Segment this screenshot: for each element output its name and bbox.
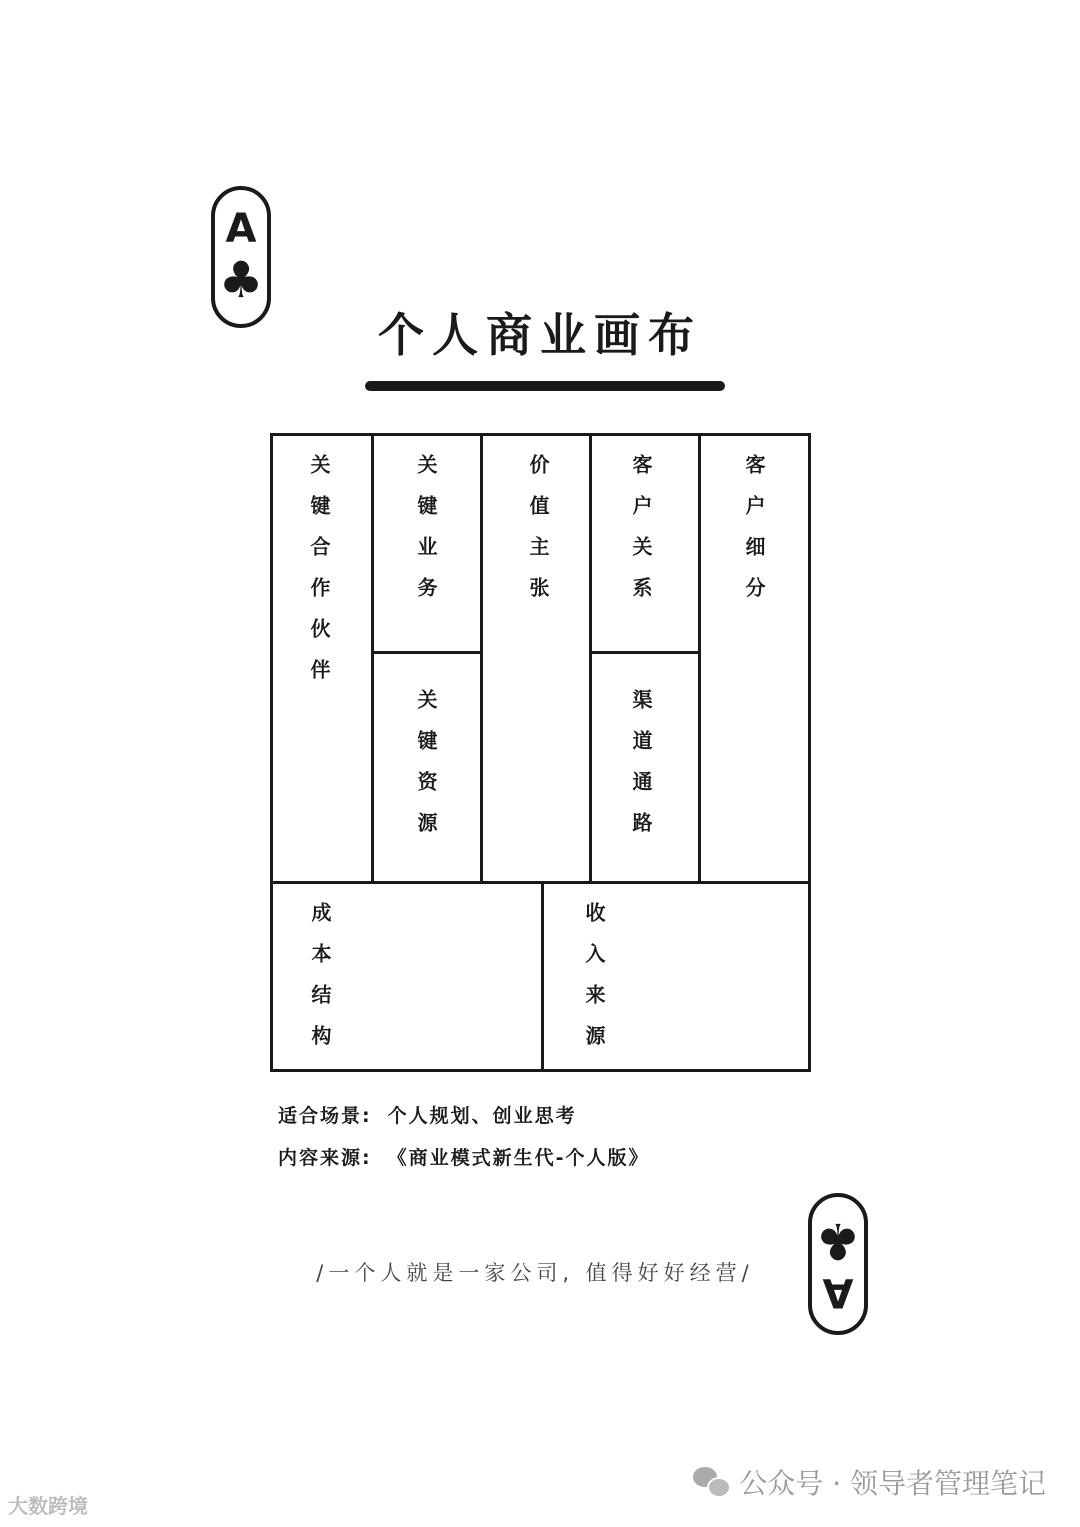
business-canvas [270,433,811,1072]
wechat-icon [693,1467,729,1497]
divider [371,436,374,881]
divider [589,436,592,881]
source-line [278,1143,650,1170]
card-badge-bottom [808,1193,868,1335]
watermark-wechat [693,1462,1046,1502]
block-revenue-streams: 收入来源 [582,902,606,1066]
scenario-label: 适合场景: [278,1105,372,1127]
block-customer-segments: 客户细分 [742,454,766,618]
divider [374,651,480,654]
scenario-line [278,1101,577,1128]
card-letter: A [822,1269,854,1315]
block-cost-structure: 成本结构 [308,902,332,1066]
block-customer-relationships: 客户关系 [629,454,653,618]
source-label: 内容来源: [278,1147,372,1169]
block-channels: 渠道通路 [629,689,653,853]
card-badge-top [211,186,271,328]
block-value-proposition: 价值主张 [526,454,550,618]
divider [480,436,483,881]
page-title: 个人商业画布 [378,308,702,362]
divider [592,651,698,654]
block-key-resources: 关键资源 [414,689,438,853]
title-underline [365,381,725,391]
watermark-corner: 大数跨境 [8,1494,88,1518]
block-key-partners: 关键合作伙伴 [307,454,331,700]
slogan: /一个人就是一家公司, 值得好好经营/ [316,1261,754,1285]
divider [698,436,701,881]
divider [541,884,544,1069]
block-key-activities: 关键业务 [414,454,438,618]
watermark-text: 公众号 · 领导者管理笔记 [739,1467,1046,1500]
source-value: 《商业模式新生代-个人版》 [387,1147,650,1169]
club-icon: ♣ [815,1212,861,1270]
club-icon: ♣ [218,251,264,309]
scenario-value: 个人规划、创业思考 [387,1105,577,1127]
card-letter: A [225,206,257,252]
